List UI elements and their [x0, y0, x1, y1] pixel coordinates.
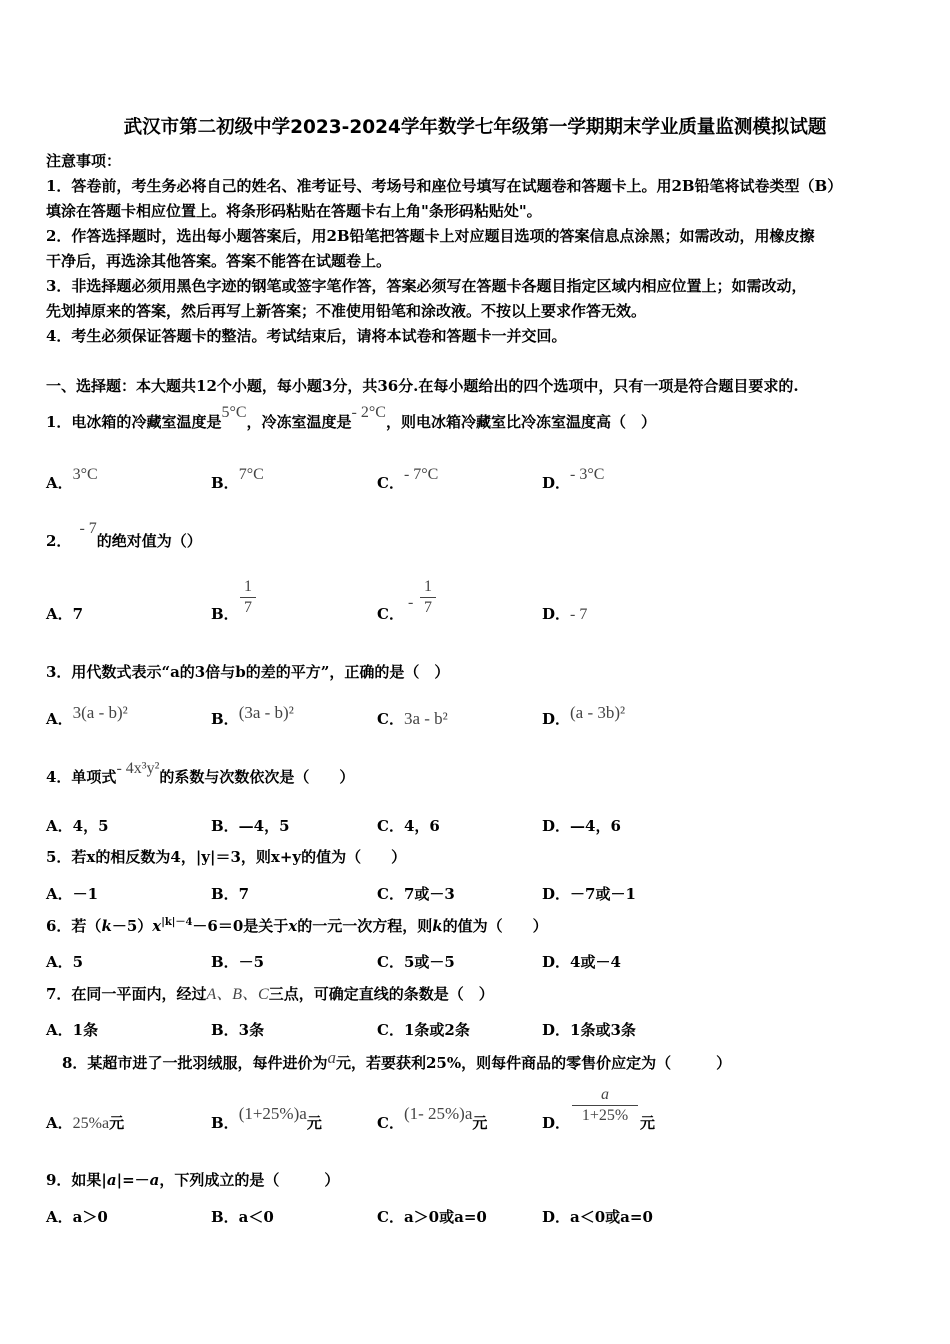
question-stem: 9．如果|a|=－a，下列成立的是（ ） — [46, 1171, 340, 1189]
option-c[interactable]: C．7或－3 — [377, 885, 455, 903]
option-a[interactable]: A．25%a元 — [46, 1114, 125, 1132]
question-stem: 7．在同一平面内，经过A、B、C三点，可确定直线的条数是（ ） — [46, 985, 494, 1003]
fraction: 1 7 — [420, 578, 436, 617]
fraction: a 1+25% — [572, 1086, 638, 1125]
minus-sign: - — [408, 594, 414, 611]
option-d[interactable]: D．a＜0或a=0 — [542, 1208, 653, 1226]
option-a[interactable]: A．3(a - b)² — [46, 703, 128, 728]
notice-line: 3．非选择题必须用黑色字迹的钢笔或签字笔作答，答案必须写在答题卡各题目指定区域内相应位置上；如需改动， — [46, 277, 807, 295]
notice-line: 填涂在答题卡相应位置上。将条形码粘贴在答题卡右上角"条形码粘贴处"。 — [46, 202, 542, 220]
option-d[interactable]: D．－7或－1 — [542, 885, 636, 903]
option-b[interactable]: B．7°C — [211, 466, 264, 492]
option-b[interactable]: B．(1+25%)a元 — [211, 1104, 322, 1132]
math-expression: 5°C — [221, 404, 247, 421]
option-d[interactable]: D． — [542, 1114, 571, 1132]
option-d[interactable]: D．1条或3条 — [542, 1021, 636, 1039]
math-expression: - 7 — [79, 520, 97, 537]
option-c[interactable]: C．5或－5 — [377, 953, 455, 971]
option-c[interactable]: C．(1- 25%)a元 — [377, 1104, 488, 1132]
option-c[interactable]: C．3a - b² — [377, 709, 448, 728]
notice-line: 2．作答选择题时，选出每小题答案后，用2B铅笔把答题卡上对应题目选项的答案信息点涂黑；如需改动，用橡皮擦 — [46, 227, 815, 245]
option-c[interactable]: C．4，6 — [377, 817, 440, 835]
question-stem: 3．用代数式表示“a的3倍与b的差的平方”，正确的是（ ） — [46, 663, 450, 681]
option-a[interactable]: A．－1 — [46, 885, 99, 903]
option-b[interactable]: B．3条 — [211, 1021, 265, 1039]
math-expression: - 4x³y² — [116, 760, 160, 777]
question-stem: 5．若x的相反数为4，|y|＝3，则x+y的值为（ ） — [46, 848, 407, 866]
math-expression: a — [327, 1048, 336, 1067]
question-stem: 4．单项式- 4x³y²的系数与次数依次是（ ） — [46, 760, 355, 786]
option-d[interactable]: D．(a - 3b)² — [542, 703, 626, 728]
option-b[interactable]: B． — [211, 605, 239, 623]
math-expression: - 2°C — [351, 404, 386, 421]
question-stem: 2．- 7的绝对值为（） — [46, 520, 202, 550]
option-b[interactable]: B．a＜0 — [211, 1208, 274, 1226]
page-title: 武汉市第二初级中学2023-2024学年数学七年级第一学期期末学业质量监测模拟试题 — [123, 117, 827, 138]
option-d[interactable]: D．—4，6 — [542, 817, 621, 835]
option-a[interactable]: A．5 — [46, 953, 84, 971]
option-a[interactable]: A．3°C — [46, 466, 98, 492]
notice-line: 先划掉原来的答案，然后再写上新答案；不准使用铅笔和涂改液。不按以上要求作答无效。 — [46, 302, 647, 320]
option-a[interactable]: A．4，5 — [46, 817, 109, 835]
question-stem: 8．某超市进了一批羽绒服，每件进价为a元，若要获利25%，则每件商品的零售价应定为（ ） — [62, 1048, 732, 1072]
notice-line: 1．答卷前，考生务必将自己的姓名、准考证号、考场号和座位号填写在试题卷和答题卡上。用2B铅笔将试卷类型（B） — [46, 177, 843, 195]
option-b[interactable]: B．－5 — [211, 953, 265, 971]
notice-line: 4．考生必须保证答题卡的整洁。考试结束后，请将本试卷和答题卡一并交回。 — [46, 327, 567, 345]
option-d[interactable]: D．- 7 — [542, 605, 588, 623]
option-a[interactable]: A．a＞0 — [46, 1208, 108, 1226]
option-a[interactable]: A．7 — [46, 605, 84, 623]
notice-line: 干净后，再选涂其他答案。答案不能答在试题卷上。 — [46, 252, 392, 270]
option-c[interactable]: C．a＞0或a=0 — [377, 1208, 487, 1226]
option-b[interactable]: B．7 — [211, 885, 250, 903]
section-heading: 一、选择题：本大题共12个小题，每小题3分，共36分.在每小题给出的四个选项中，只有一项是符合题目要求的. — [46, 377, 799, 395]
option-d[interactable]: D．4或－4 — [542, 953, 621, 971]
option-c[interactable]: C． — [377, 605, 404, 623]
option-c[interactable]: C．1条或2条 — [377, 1021, 470, 1039]
question-stem: 6．若$(k-5)x^{|k|-4}-6=0$是关于x的一元一次方程，则k的值为（ ） — [46, 917, 548, 935]
option-d[interactable]: D．- 3°C — [542, 466, 605, 492]
fraction: 1 7 — [240, 578, 256, 617]
option-b[interactable]: B．(3a - b)² — [211, 703, 294, 728]
option-a[interactable]: A．1条 — [46, 1021, 99, 1039]
question-stem: 1．电冰箱的冷藏室温度是5°C，冷冻室温度是- 2°C，则电冰箱冷藏室比冷冻室温度高（ ） — [46, 404, 656, 431]
option-c[interactable]: C．- 7°C — [377, 466, 439, 492]
math-expression: A、B、C — [206, 986, 269, 1003]
notice-heading: 注意事项： — [46, 152, 122, 170]
unit-label: 元 — [640, 1114, 656, 1132]
option-b[interactable]: B．—4，5 — [211, 817, 290, 835]
